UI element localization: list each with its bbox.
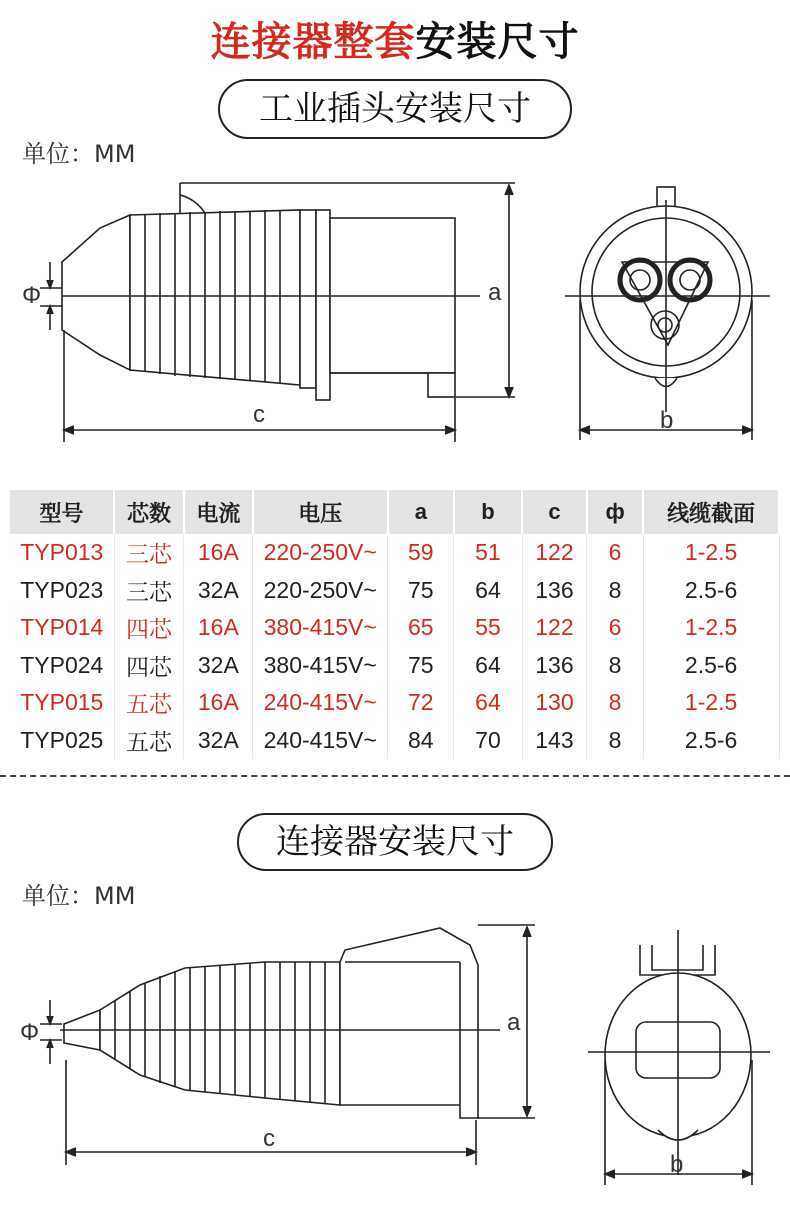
spec-table xyxy=(10,490,780,759)
plug-section-heading: 工业插头安装尺寸 xyxy=(218,79,572,139)
title-red-part: 连接器整套 xyxy=(210,19,416,65)
table-cell: 三芯 xyxy=(114,572,184,610)
table-cell: 1-2.5 xyxy=(643,684,779,722)
table-cell: 143 xyxy=(522,722,587,760)
table-cell: 8 xyxy=(587,684,643,722)
plug-a-label: a xyxy=(488,279,502,306)
table-cell: 16A xyxy=(184,684,253,722)
title-black-part: 安装尺寸 xyxy=(415,19,580,65)
plug-c-label: c xyxy=(253,401,265,428)
table-cell: TYP023 xyxy=(10,572,114,610)
plug-phi-label: Φ xyxy=(22,282,42,309)
table-cell: 五芯 xyxy=(114,684,184,722)
table-row xyxy=(10,647,779,685)
col-header-b: b xyxy=(454,490,522,534)
table-cell: 6 xyxy=(587,609,643,647)
table-cell: TYP015 xyxy=(10,684,114,722)
connector-section-heading: 连接器安装尺寸 xyxy=(237,813,553,871)
table-cell: 70 xyxy=(454,722,522,760)
table-cell: 75 xyxy=(388,572,454,610)
table-cell: 32A xyxy=(184,572,253,610)
table-cell: 65 xyxy=(388,609,454,647)
table-cell: 16A xyxy=(184,534,253,572)
col-header-cores: 芯数 xyxy=(114,490,184,534)
table-cell: 8 xyxy=(587,647,643,685)
plug-diagram xyxy=(0,0,790,460)
table-header-row xyxy=(10,490,779,534)
col-header-cable: 线缆截面 xyxy=(643,490,779,534)
table-cell: 51 xyxy=(454,534,522,572)
table-cell: TYP024 xyxy=(10,647,114,685)
table-cell: 64 xyxy=(454,647,522,685)
table-cell: 五芯 xyxy=(114,722,184,760)
table-cell: 2.5-6 xyxy=(643,722,779,760)
connector-c-label: c xyxy=(263,1125,275,1152)
table-cell: TYP014 xyxy=(10,609,114,647)
col-header-model: 型号 xyxy=(10,490,114,534)
table-cell: 64 xyxy=(454,572,522,610)
table-cell: 2.5-6 xyxy=(643,572,779,610)
table-cell: 32A xyxy=(184,647,253,685)
table-cell: 380-415V~ xyxy=(253,647,388,685)
table-cell: 122 xyxy=(522,534,587,572)
table-cell: 16A xyxy=(184,609,253,647)
connector-phi-label: Φ xyxy=(20,1019,40,1046)
table-cell: 8 xyxy=(587,722,643,760)
table-row xyxy=(10,722,779,760)
col-header-voltage: 电压 xyxy=(253,490,388,534)
plug-unit-label: 单位：MM xyxy=(22,140,136,168)
table-row xyxy=(10,684,779,722)
table-cell: 240-415V~ xyxy=(253,722,388,760)
table-row xyxy=(10,609,779,647)
table-cell: 55 xyxy=(454,609,522,647)
table-cell: 136 xyxy=(522,572,587,610)
table-cell: 四芯 xyxy=(114,647,184,685)
connector-diagram xyxy=(0,905,790,1205)
table-cell: 75 xyxy=(388,647,454,685)
table-cell: TYP013 xyxy=(10,534,114,572)
table-cell: 四芯 xyxy=(114,609,184,647)
table-cell: TYP025 xyxy=(10,722,114,760)
table-cell: 136 xyxy=(522,647,587,685)
section-divider xyxy=(0,775,790,777)
table-cell: 6 xyxy=(587,534,643,572)
col-header-phi: ф xyxy=(587,490,643,534)
table-cell: 59 xyxy=(388,534,454,572)
col-header-current: 电流 xyxy=(184,490,253,534)
table-cell: 64 xyxy=(454,684,522,722)
table-cell: 1-2.5 xyxy=(643,534,779,572)
table-cell: 220-250V~ xyxy=(253,572,388,610)
table-cell: 122 xyxy=(522,609,587,647)
table-cell: 32A xyxy=(184,722,253,760)
table-cell: 240-415V~ xyxy=(253,684,388,722)
table-cell: 84 xyxy=(388,722,454,760)
table-row xyxy=(10,534,779,572)
table-cell: 2.5-6 xyxy=(643,647,779,685)
table-cell: 380-415V~ xyxy=(253,609,388,647)
table-cell: 130 xyxy=(522,684,587,722)
table-cell: 72 xyxy=(388,684,454,722)
col-header-c: c xyxy=(522,490,587,534)
col-header-a: a xyxy=(388,490,454,534)
plug-b-label: b xyxy=(660,407,674,434)
connector-b-label: b xyxy=(670,1151,684,1178)
connector-a-label: a xyxy=(507,1009,521,1036)
connector-unit-label: 单位：MM xyxy=(22,882,136,910)
table-cell: 8 xyxy=(587,572,643,610)
table-cell: 220-250V~ xyxy=(253,534,388,572)
table-row xyxy=(10,572,779,610)
table-cell: 三芯 xyxy=(114,534,184,572)
table-cell: 1-2.5 xyxy=(643,609,779,647)
